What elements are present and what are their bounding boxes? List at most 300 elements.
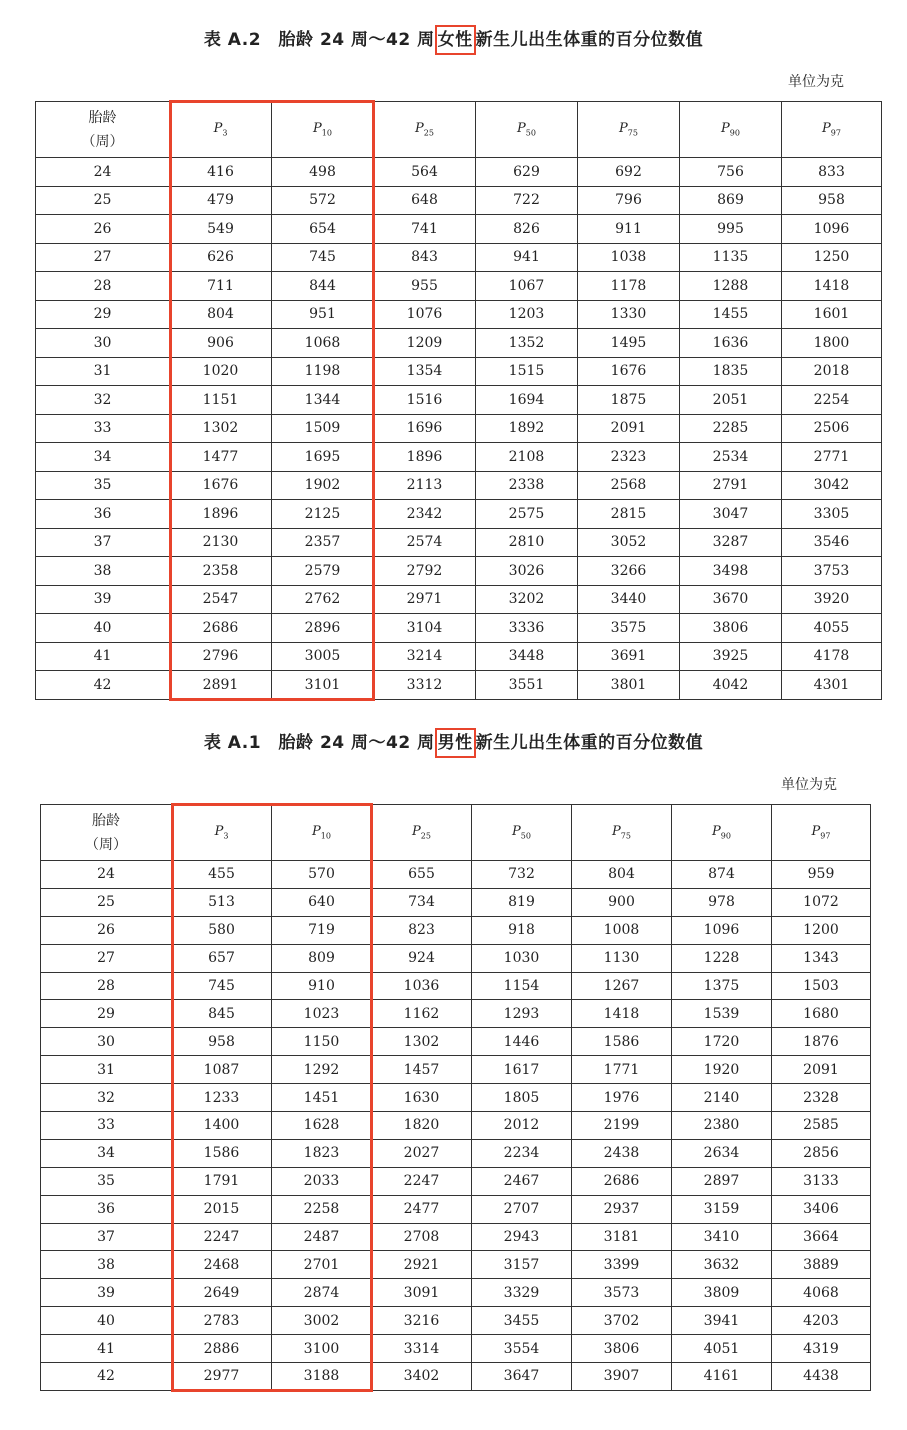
header-age-unit: （周）: [85, 836, 127, 853]
table-cell: 3181: [572, 1223, 672, 1251]
table-cell: 3670: [680, 585, 782, 614]
table-cell: 1267: [572, 972, 672, 1000]
table-cell: 572: [272, 186, 374, 215]
table-cell: 1068: [272, 329, 374, 358]
percentile-subscript: 90: [720, 831, 731, 841]
percentile-subscript: 50: [525, 128, 536, 138]
table-cell: 3336: [476, 614, 578, 643]
percentile-letter: P: [213, 121, 223, 137]
table-cell: 918: [472, 916, 572, 944]
percentile-table-male: [40, 804, 871, 1391]
table-cell: 2791: [680, 471, 782, 500]
table-cell: 3647: [472, 1363, 572, 1391]
table-cell: 1676: [170, 471, 272, 500]
table-cell: 2534: [680, 443, 782, 472]
unit-label-female: 单位为克: [788, 74, 844, 90]
table-cell: 1302: [170, 414, 272, 443]
table-cell: 3448: [476, 642, 578, 671]
table-row: [36, 272, 882, 301]
table-row: [41, 1084, 871, 1112]
table-cell: 3907: [572, 1363, 672, 1391]
table-cell: 1154: [472, 972, 572, 1000]
table-cell: 722: [476, 186, 578, 215]
table-cell: 2686: [170, 614, 272, 643]
table-cell: 833: [782, 158, 882, 187]
table-cell: 1150: [272, 1028, 372, 1056]
table-cell: 2113: [374, 471, 476, 500]
table-cell: 2796: [170, 642, 272, 671]
table-cell: 941: [476, 243, 578, 272]
table-cell: 741: [374, 215, 476, 244]
table-row: [41, 1028, 871, 1056]
table-cell: 2579: [272, 557, 374, 586]
cell-gestational-week: 42: [36, 671, 170, 700]
table-cell: 711: [170, 272, 272, 301]
table-cell: 580: [172, 916, 272, 944]
cell-gestational-week: 25: [41, 888, 172, 916]
table-row: [36, 414, 882, 443]
title-highlight-male: 男性: [435, 728, 476, 758]
table-cell: 2342: [374, 500, 476, 529]
table-cell: 804: [170, 300, 272, 329]
table-cell: 1876: [772, 1028, 871, 1056]
table-cell: 1835: [680, 357, 782, 386]
table-cell: 1676: [578, 357, 680, 386]
table-row: [36, 585, 882, 614]
percentile-subscript: 75: [620, 831, 631, 841]
table-row: [41, 1000, 871, 1028]
table-cell: 2380: [672, 1112, 772, 1140]
percentile-subscript: 3: [223, 831, 229, 841]
table-cell: 3440: [578, 585, 680, 614]
table-cell: 1354: [374, 357, 476, 386]
table-cell: 1791: [172, 1167, 272, 1195]
table-cell: 2140: [672, 1084, 772, 1112]
table-cell: 692: [578, 158, 680, 187]
table-cell: 2247: [372, 1167, 472, 1195]
table-cell: 1203: [476, 300, 578, 329]
table-cell: 745: [272, 243, 374, 272]
percentile-letter: P: [612, 824, 621, 840]
table-cell: 3329: [472, 1279, 572, 1307]
table-cell: 844: [272, 272, 374, 301]
table-cell: 3133: [772, 1167, 871, 1195]
cell-gestational-week: 34: [41, 1139, 172, 1167]
table-cell: 4178: [782, 642, 882, 671]
table-cell: 1135: [680, 243, 782, 272]
table-cell: 906: [170, 329, 272, 358]
table-cell: 910: [272, 972, 372, 1000]
table-row: [36, 443, 882, 472]
table-cell: 1805: [472, 1084, 572, 1112]
percentile-subscript: 10: [321, 128, 332, 138]
table-cell: 3806: [572, 1335, 672, 1363]
table-cell: 2856: [772, 1139, 871, 1167]
table-cell: 2125: [272, 500, 374, 529]
header-percentile-p50: [472, 805, 572, 861]
percentile-letter: P: [822, 121, 831, 137]
table-cell: 2506: [782, 414, 882, 443]
header-age-unit: （周）: [81, 133, 124, 150]
title-suffix: 新生儿出生体重的百分位数值: [475, 30, 704, 50]
table-cell: 843: [374, 243, 476, 272]
table-cell: 3002: [272, 1307, 372, 1335]
table-row: [41, 1251, 871, 1279]
table-cell: 2258: [272, 1195, 372, 1223]
table-cell: 1076: [374, 300, 476, 329]
table-cell: 1601: [782, 300, 882, 329]
table-cell: 2783: [172, 1307, 272, 1335]
table-cell: 804: [572, 861, 672, 889]
table-cell: 1400: [172, 1112, 272, 1140]
table-row: [36, 642, 882, 671]
table-cell: 4161: [672, 1363, 772, 1391]
table-cell: 2468: [172, 1251, 272, 1279]
table-row: [36, 471, 882, 500]
table-cell: 2108: [476, 443, 578, 472]
table-cell: 745: [172, 972, 272, 1000]
table-cell: 2574: [374, 528, 476, 557]
table-cell: 1330: [578, 300, 680, 329]
cell-gestational-week: 27: [36, 243, 170, 272]
table-cell: 2937: [572, 1195, 672, 1223]
cell-gestational-week: 24: [36, 158, 170, 187]
table-cell: 2477: [372, 1195, 472, 1223]
header-percentile-p75: [578, 102, 680, 158]
table-cell: 958: [782, 186, 882, 215]
table-cell: 3287: [680, 528, 782, 557]
cell-gestational-week: 27: [41, 944, 172, 972]
table-cell: 3157: [472, 1251, 572, 1279]
table-cell: 626: [170, 243, 272, 272]
percentile-letter: P: [312, 824, 321, 840]
cell-gestational-week: 31: [41, 1056, 172, 1084]
table-cell: 2921: [372, 1251, 472, 1279]
cell-gestational-week: 37: [41, 1223, 172, 1251]
header-percentile-p97: [772, 805, 871, 861]
header-age-label: 胎龄: [88, 109, 117, 126]
cell-gestational-week: 26: [41, 916, 172, 944]
cell-gestational-week: 39: [41, 1279, 172, 1307]
table-cell: 1418: [782, 272, 882, 301]
table-title-male: [0, 731, 907, 755]
table-cell: 2896: [272, 614, 374, 643]
table-cell: 951: [272, 300, 374, 329]
cell-gestational-week: 41: [36, 642, 170, 671]
cell-gestational-week: 28: [36, 272, 170, 301]
unit-label-male: 单位为克: [781, 777, 837, 793]
cell-gestational-week: 37: [36, 528, 170, 557]
table-cell: 2771: [782, 443, 882, 472]
header-percentile-p25: [374, 102, 476, 158]
percentile-subscript: 75: [627, 128, 638, 138]
header-percentile-p97: [782, 102, 882, 158]
cell-gestational-week: 28: [41, 972, 172, 1000]
table-cell: 756: [680, 158, 782, 187]
cell-gestational-week: 30: [36, 329, 170, 358]
table-cell: 955: [374, 272, 476, 301]
percentile-letter: P: [517, 121, 526, 137]
table-cell: 416: [170, 158, 272, 187]
table-cell: 2874: [272, 1279, 372, 1307]
table-cell: 869: [680, 186, 782, 215]
percentile-subscript: 97: [820, 831, 831, 841]
header-percentile-p90: [672, 805, 772, 861]
table-cell: 2792: [374, 557, 476, 586]
table-cell: 4301: [782, 671, 882, 700]
table-cell: 2649: [172, 1279, 272, 1307]
table-cell: 3042: [782, 471, 882, 500]
table-cell: 657: [172, 944, 272, 972]
table-cell: 1375: [672, 972, 772, 1000]
table-cell: 2762: [272, 585, 374, 614]
table-cell: 2701: [272, 1251, 372, 1279]
table-cell: 3202: [476, 585, 578, 614]
header-percentile-p75: [572, 805, 672, 861]
table-cell: 1630: [372, 1084, 472, 1112]
header-age-label: 胎龄: [92, 812, 120, 829]
percentile-letter: P: [214, 824, 224, 840]
table-cell: 2328: [772, 1084, 871, 1112]
table-cell: 3312: [374, 671, 476, 700]
table-cell: 1418: [572, 1000, 672, 1028]
table-cell: 455: [172, 861, 272, 889]
table-cell: 2891: [170, 671, 272, 700]
table-cell: 911: [578, 215, 680, 244]
table-cell: 1976: [572, 1084, 672, 1112]
table-cell: 1875: [578, 386, 680, 415]
table-cell: 845: [172, 1000, 272, 1028]
cell-gestational-week: 32: [41, 1084, 172, 1112]
table-cell: 498: [272, 158, 374, 187]
table-row: [36, 357, 882, 386]
table-cell: 3753: [782, 557, 882, 586]
table-cell: 924: [372, 944, 472, 972]
table-cell: 2012: [472, 1112, 572, 1140]
table-cell: 648: [374, 186, 476, 215]
table-cell: 2357: [272, 528, 374, 557]
table-cell: 1130: [572, 944, 672, 972]
table-cell: 1696: [374, 414, 476, 443]
cell-gestational-week: 30: [41, 1028, 172, 1056]
percentile-letter: P: [512, 824, 521, 840]
header-percentile-p3: [172, 805, 272, 861]
cell-gestational-week: 41: [41, 1335, 172, 1363]
table-cell: 823: [372, 916, 472, 944]
table-cell: 1636: [680, 329, 782, 358]
table-cell: 4438: [772, 1363, 871, 1391]
header-percentile-p10: [272, 102, 374, 158]
table-cell: 1209: [374, 329, 476, 358]
table-cell: 2199: [572, 1112, 672, 1140]
table-cell: 1451: [272, 1084, 372, 1112]
table-cell: 1823: [272, 1139, 372, 1167]
table-cell: 958: [172, 1028, 272, 1056]
table-cell: 2707: [472, 1195, 572, 1223]
table-row: [36, 528, 882, 557]
cell-gestational-week: 26: [36, 215, 170, 244]
table-cell: 2897: [672, 1167, 772, 1195]
table-row: [41, 1335, 871, 1363]
table-cell: 1617: [472, 1056, 572, 1084]
table-cell: 2438: [572, 1139, 672, 1167]
table-cell: 479: [170, 186, 272, 215]
table-cell: 4042: [680, 671, 782, 700]
table-cell: 2634: [672, 1139, 772, 1167]
table-cell: 3920: [782, 585, 882, 614]
table-cell: 1495: [578, 329, 680, 358]
table-cell: 3410: [672, 1223, 772, 1251]
percentile-table-female: [35, 101, 882, 700]
table-cell: 826: [476, 215, 578, 244]
table-cell: 4055: [782, 614, 882, 643]
table-cell: 1228: [672, 944, 772, 972]
header-row: [36, 102, 882, 158]
percentile-letter: P: [811, 824, 821, 840]
table-cell: 2130: [170, 528, 272, 557]
table-cell: 1178: [578, 272, 680, 301]
table-cell: 2254: [782, 386, 882, 415]
table-cell: 1896: [170, 500, 272, 529]
table-cell: 1896: [374, 443, 476, 472]
table-cell: 1515: [476, 357, 578, 386]
title-prefix: 表 A.1 胎龄 24 周～42 周: [203, 733, 435, 753]
table-row: [41, 861, 871, 889]
table-cell: 3266: [578, 557, 680, 586]
table-cell: 1509: [272, 414, 374, 443]
cell-gestational-week: 29: [36, 300, 170, 329]
table-cell: 796: [578, 186, 680, 215]
table-row: [41, 1195, 871, 1223]
table-cell: 1343: [772, 944, 871, 972]
table-cell: 3101: [272, 671, 374, 700]
table-cell: 2018: [782, 357, 882, 386]
table-cell: 2943: [472, 1223, 572, 1251]
table-cell: 1586: [172, 1139, 272, 1167]
table-cell: 3691: [578, 642, 680, 671]
cell-gestational-week: 42: [41, 1363, 172, 1391]
table-cell: 2708: [372, 1223, 472, 1251]
table-cell: 719: [272, 916, 372, 944]
header-row: [41, 805, 871, 861]
cell-gestational-week: 39: [36, 585, 170, 614]
cell-gestational-week: 32: [36, 386, 170, 415]
table-row: [41, 1139, 871, 1167]
table-row: [36, 186, 882, 215]
table-cell: 2568: [578, 471, 680, 500]
table-cell: 1288: [680, 272, 782, 301]
table-cell: 1036: [372, 972, 472, 1000]
table-cell: 4051: [672, 1335, 772, 1363]
table-cell: 3455: [472, 1307, 572, 1335]
table-cell: 3889: [772, 1251, 871, 1279]
table-cell: 3801: [578, 671, 680, 700]
table-cell: 1008: [572, 916, 672, 944]
percentile-letter: P: [721, 121, 730, 137]
table-cell: 2358: [170, 557, 272, 586]
table-row: [36, 386, 882, 415]
table-row: [41, 1056, 871, 1084]
table-cell: 655: [372, 861, 472, 889]
cell-gestational-week: 34: [36, 443, 170, 472]
table-cell: 640: [272, 888, 372, 916]
cell-gestational-week: 35: [36, 471, 170, 500]
table-cell: 995: [680, 215, 782, 244]
table-cell: 4319: [772, 1335, 871, 1363]
table-cell: 2285: [680, 414, 782, 443]
table-cell: 3216: [372, 1307, 472, 1335]
table-cell: 3941: [672, 1307, 772, 1335]
table-cell: 3498: [680, 557, 782, 586]
cell-gestational-week: 36: [41, 1195, 172, 1223]
table-cell: 3406: [772, 1195, 871, 1223]
table-row: [41, 916, 871, 944]
table-cell: 2033: [272, 1167, 372, 1195]
table-cell: 1198: [272, 357, 374, 386]
table-cell: 1352: [476, 329, 578, 358]
cell-gestational-week: 33: [36, 414, 170, 443]
percentile-subscript: 25: [423, 128, 434, 138]
table-cell: 3551: [476, 671, 578, 700]
title-suffix: 新生儿出生体重的百分位数值: [475, 733, 704, 753]
table-row: [36, 500, 882, 529]
table-cell: 2338: [476, 471, 578, 500]
table-cell: 2487: [272, 1223, 372, 1251]
cell-gestational-week: 29: [41, 1000, 172, 1028]
table-cell: 1087: [172, 1056, 272, 1084]
table-cell: 1477: [170, 443, 272, 472]
percentile-letter: P: [712, 824, 721, 840]
cell-gestational-week: 38: [41, 1251, 172, 1279]
percentile-subscript: 90: [729, 128, 740, 138]
title-highlight-female: 女性: [435, 25, 476, 55]
table-cell: 732: [472, 861, 572, 889]
table-cell: 3005: [272, 642, 374, 671]
header-gestational-age: [41, 805, 172, 861]
table-cell: 549: [170, 215, 272, 244]
table-cell: 2091: [578, 414, 680, 443]
table-cell: 4203: [772, 1307, 871, 1335]
table-cell: 1250: [782, 243, 882, 272]
table-cell: 978: [672, 888, 772, 916]
table-cell: 2815: [578, 500, 680, 529]
table-cell: 1067: [476, 272, 578, 301]
table-cell: 2977: [172, 1363, 272, 1391]
table-cell: 3632: [672, 1251, 772, 1279]
table-cell: 3214: [374, 642, 476, 671]
table-row: [41, 1223, 871, 1251]
header-percentile-p50: [476, 102, 578, 158]
table-cell: 2971: [374, 585, 476, 614]
table-cell: 570: [272, 861, 372, 889]
table-row: [36, 215, 882, 244]
table-cell: 3305: [782, 500, 882, 529]
header-percentile-p90: [680, 102, 782, 158]
table-cell: 3052: [578, 528, 680, 557]
table-cell: 629: [476, 158, 578, 187]
percentile-subscript: 10: [320, 831, 331, 841]
table-cell: 2323: [578, 443, 680, 472]
table-cell: 959: [772, 861, 871, 889]
table-cell: 1771: [572, 1056, 672, 1084]
table-cell: 1200: [772, 916, 871, 944]
table-cell: 2234: [472, 1139, 572, 1167]
table-cell: 3047: [680, 500, 782, 529]
table-cell: 1628: [272, 1112, 372, 1140]
table-row: [36, 243, 882, 272]
percentile-letter: P: [415, 121, 424, 137]
percentile-subscript: 3: [222, 128, 228, 138]
